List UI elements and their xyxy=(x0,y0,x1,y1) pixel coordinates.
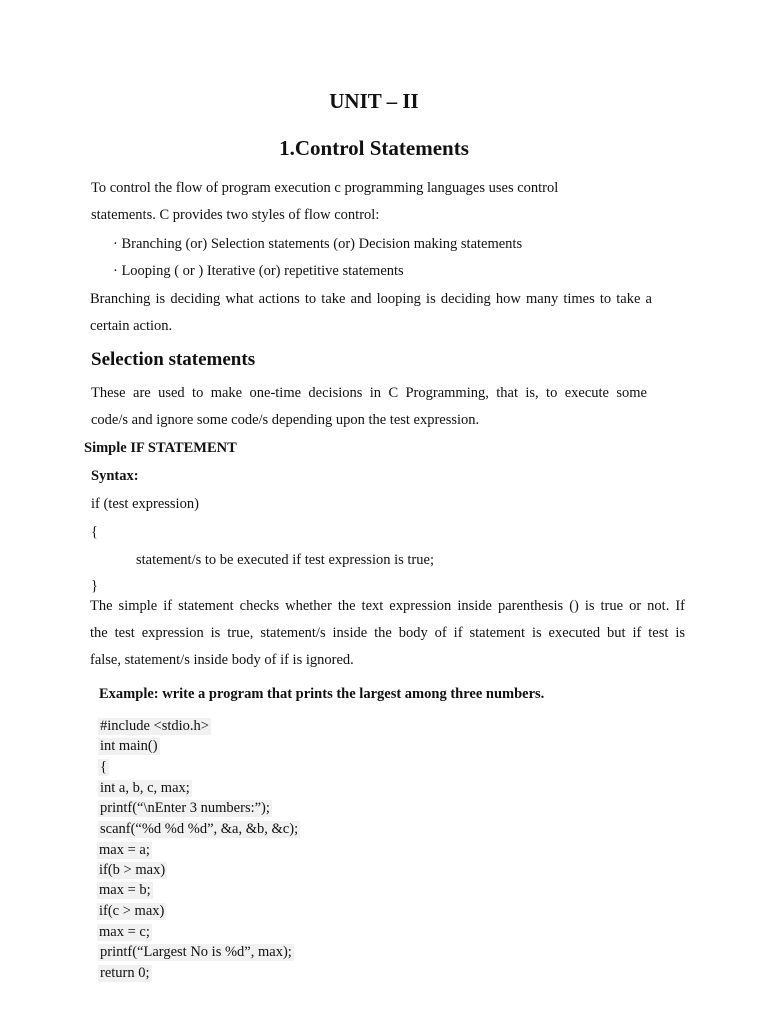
code-line: scanf(“%d %d %d”, &a, &b, &c); xyxy=(100,821,299,837)
intro-line-3: Branching is deciding what actions to take and looping is deciding how many times to take a xyxy=(90,291,652,307)
selection-line-1: These are used to make one-time decisions in C Programming, that is, to execute some xyxy=(91,385,647,401)
code-line: printf(“Largest No is %d”, max); xyxy=(100,944,292,960)
code-line: if(c > max) xyxy=(99,903,165,919)
section-title: 1.Control Statements xyxy=(279,136,469,160)
code-line: { xyxy=(100,759,107,775)
if-desc-line-3: false, statement/s inside body of if is ignored. xyxy=(90,652,354,668)
selection-line-2: code/s and ignore some code/s depending upon the test expression. xyxy=(91,412,480,428)
code-line: return 0; xyxy=(100,965,150,981)
bullet-branching: · Branching (or) Selection statements (or) Decision making statements xyxy=(113,236,523,252)
unit-title: UNIT – II xyxy=(329,89,419,113)
code-line: int a, b, c, max; xyxy=(100,780,190,796)
code-line: int main() xyxy=(100,738,158,754)
code-line: printf(“\nEnter 3 numbers:”); xyxy=(100,800,270,816)
intro-line-1: To control the flow of program execution c programming languages uses control xyxy=(91,180,559,196)
syntax-line-2: { xyxy=(91,524,98,540)
if-desc-line-1: The simple if statement checks whether the text expression inside parenthesis () is true or not. If xyxy=(90,598,685,614)
code-line: #include <stdio.h> xyxy=(100,718,209,734)
syntax-line-1: if (test expression) xyxy=(91,496,199,512)
if-desc-line-2: the test expression is true, statement/s inside the body of if statement is executed but if test is xyxy=(90,625,685,641)
intro-line-4: certain action. xyxy=(90,318,173,334)
code-line: max = b; xyxy=(99,882,151,898)
syntax-label: Syntax: xyxy=(91,468,139,484)
intro-line-2: statements. C provides two styles of flow control: xyxy=(91,207,380,223)
syntax-line-4: } xyxy=(91,578,98,594)
selection-heading: Selection statements xyxy=(91,349,256,370)
code-line: if(b > max) xyxy=(99,862,166,878)
simple-if-heading: Simple IF STATEMENT xyxy=(84,440,237,456)
code-line: max = a; xyxy=(99,842,150,858)
bullet-looping: · Looping ( or ) Iterative (or) repetitive statements xyxy=(113,263,404,279)
example-heading: Example: write a program that prints the largest among three numbers. xyxy=(99,686,545,702)
syntax-line-3: statement/s to be executed if test expression is true; xyxy=(136,552,434,568)
code-line: max = c; xyxy=(99,924,150,940)
